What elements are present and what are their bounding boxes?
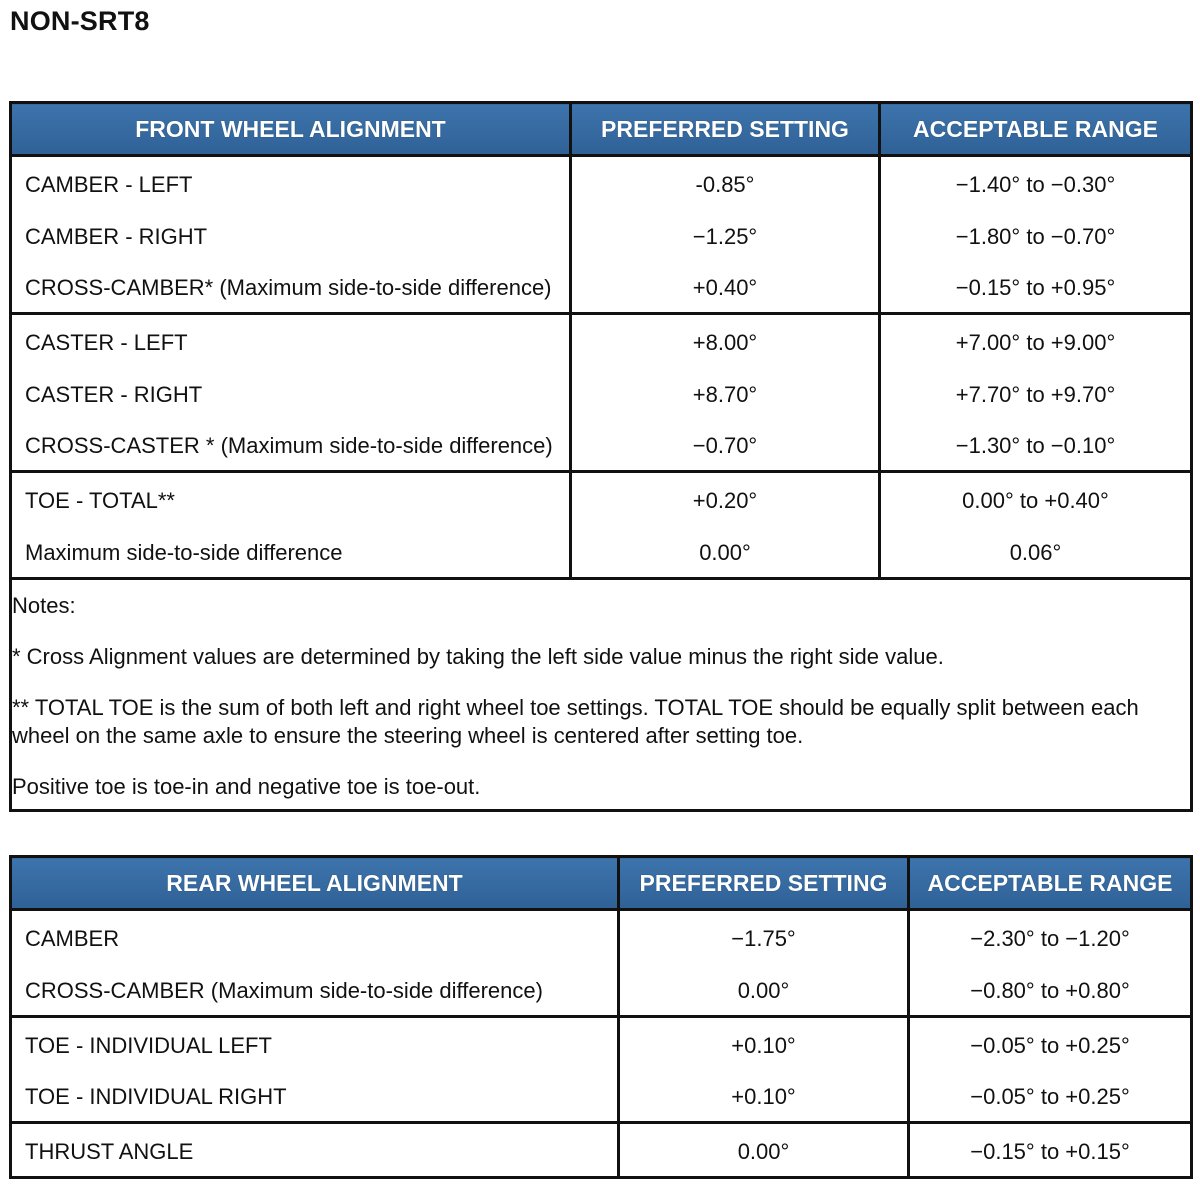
notes-row: [11, 578, 1192, 810]
preferred-cell: [571, 156, 880, 314]
rear-alignment-table: [9, 855, 1193, 1179]
parameter-label: TOE - INDIVIDUAL LEFT: [25, 1032, 272, 1058]
rear-thrust-group: [11, 1123, 1192, 1178]
parameter-label: TOE - INDIVIDUAL RIGHT: [25, 1084, 287, 1109]
parameter-label: CROSS-CASTER * (Maximum side-to-side difference): [25, 433, 553, 458]
parameter-label: THRUST ANGLE: [25, 1139, 194, 1164]
range-value: +7.70° to +9.70°: [955, 381, 1116, 407]
preferred-value: −0.70°: [692, 433, 758, 458]
range-value: −1.80° to −0.70°: [955, 223, 1116, 249]
parameter-label: CASTER - RIGHT: [25, 381, 203, 407]
preferred-cell: [619, 1016, 909, 1123]
note-total-toe: ** TOTAL TOE is the sum of both left and right wheel toe settings. TOTAL TOE should be equally split between each wheel on the same axle to ensure the steering wheel is centered after setting toe.: [12, 694, 1139, 748]
range-value: 0.06°: [1009, 539, 1062, 565]
preferred-value: +0.10°: [731, 1084, 796, 1109]
range-cell: [909, 1123, 1192, 1178]
range-cell: [909, 910, 1192, 1017]
front-toe-group: [11, 472, 1192, 579]
range-value: +7.00° to +9.00°: [955, 330, 1116, 355]
preferred-value: -0.85°: [695, 172, 755, 197]
front-alignment-table: [9, 101, 1193, 812]
notes-heading: Notes:: [12, 592, 76, 618]
parameter-label: CAMBER - LEFT: [25, 172, 193, 197]
preferred-value: +0.40°: [692, 275, 758, 300]
parameter-cell: [11, 1123, 619, 1178]
range-value: −0.05° to +0.25°: [970, 1084, 1130, 1109]
front-camber-group: [11, 156, 1192, 314]
preferred-cell: [571, 472, 880, 579]
parameter-label: CROSS-CAMBER* (Maximum side-to-side difference): [25, 275, 552, 300]
parameter-label: CASTER - LEFT: [25, 330, 188, 355]
notes-cell: [11, 578, 1192, 810]
rear-header-preferred: PREFERRED SETTING: [619, 857, 909, 910]
range-value: −0.05° to +0.25°: [970, 1032, 1130, 1058]
rear-header-range: ACCEPTABLE RANGE: [909, 857, 1192, 910]
preferred-value: −1.75°: [731, 926, 796, 951]
preferred-value: +0.10°: [731, 1032, 796, 1058]
rear-camber-group: [11, 910, 1192, 1017]
parameter-cell: [11, 910, 619, 1017]
preferred-value: +0.20°: [692, 488, 758, 513]
preferred-cell: [571, 314, 880, 472]
note-toe-direction: Positive toe is toe-in and negative toe is toe-out.: [12, 773, 481, 799]
front-header-preferred: PREFERRED SETTING: [571, 103, 880, 156]
range-value: −0.15° to +0.95°: [955, 275, 1116, 300]
note-cross-alignment: * Cross Alignment values are determined by taking the left side value minus the right side value.: [12, 643, 944, 669]
parameter-cell: [11, 1016, 619, 1123]
preferred-value: 0.00°: [699, 539, 751, 565]
preferred-cell: [619, 1123, 909, 1178]
range-cell: [880, 156, 1192, 314]
page-title: NON-SRT8: [10, 6, 150, 36]
front-header-row: [11, 103, 1192, 156]
preferred-value: −1.25°: [692, 223, 758, 249]
front-header-alignment: FRONT WHEEL ALIGNMENT: [11, 103, 571, 156]
front-caster-group: [11, 314, 1192, 472]
range-value: −1.30° to −0.10°: [955, 433, 1116, 458]
parameter-label: CAMBER - RIGHT: [25, 223, 208, 249]
range-value: −0.15° to +0.15°: [970, 1139, 1130, 1164]
front-header-range: ACCEPTABLE RANGE: [880, 103, 1192, 156]
parameter-cell: [11, 314, 571, 472]
range-cell: [880, 314, 1192, 472]
range-value: 0.00° to +0.40°: [962, 488, 1109, 513]
preferred-value: +8.00°: [692, 330, 758, 355]
rear-header-row: [11, 857, 1192, 910]
preferred-value: 0.00°: [737, 1139, 790, 1164]
range-value: −2.30° to −1.20°: [970, 926, 1130, 951]
preferred-cell: [619, 910, 909, 1017]
rear-toe-group: [11, 1016, 1192, 1123]
parameter-label: CAMBER: [25, 926, 120, 951]
parameter-cell: [11, 472, 571, 579]
parameter-label: Maximum side-to-side difference: [25, 539, 343, 565]
parameter-label: TOE - TOTAL**: [25, 488, 175, 513]
range-cell: [880, 472, 1192, 579]
preferred-value: +8.70°: [692, 381, 758, 407]
parameter-cell: [11, 156, 571, 314]
rear-header-alignment: REAR WHEEL ALIGNMENT: [11, 857, 619, 910]
range-value: −0.80° to +0.80°: [970, 977, 1130, 1003]
preferred-value: 0.00°: [737, 977, 790, 1003]
parameter-label: CROSS-CAMBER (Maximum side-to-side difference): [25, 977, 543, 1003]
range-value: −1.40° to −0.30°: [955, 172, 1116, 197]
range-cell: [909, 1016, 1192, 1123]
